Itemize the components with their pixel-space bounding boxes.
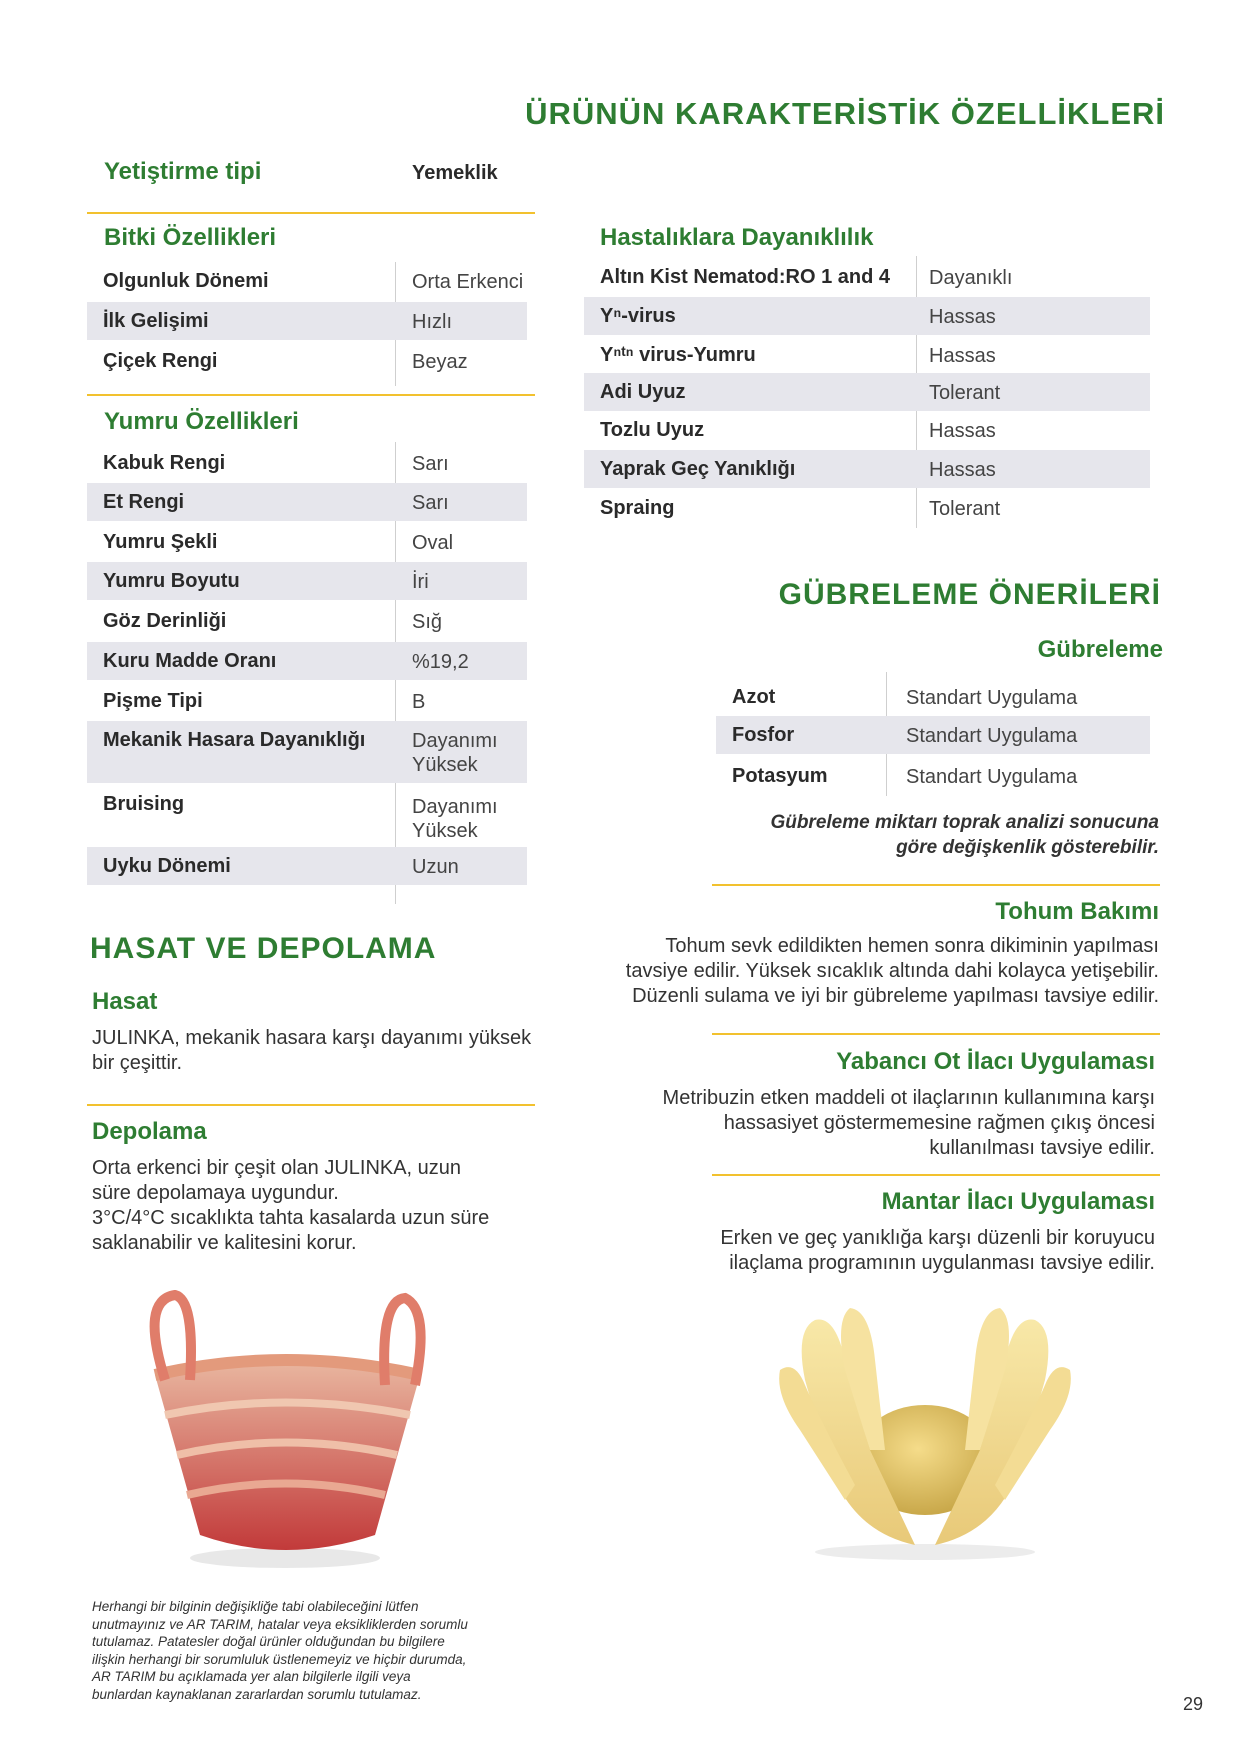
table-row: Yaprak Geç Yanıklığı Hassas [584, 450, 1150, 488]
disclaimer: Herhangi bir bilginin değişikliğe tabi olabileceğini lütfen unutmayınız ve AR TARIM, hatalar veya eksikliklerden sorumlu tutulamaz. Patatesler doğal ürünler olduğundan bu bilgilere ilişkin herhangi bir sorumluluk üstlenemeyiz ve hiçbir durumda, AR TARIM bu açıklamada yer alan bilgilerle ilgili veya bunlardan kaynaklanan zararlardan sorumlu tutulamaz. [92, 1599, 468, 1702]
tuber-section-title: Yumru Özellikleri [104, 408, 299, 435]
fertilization-subtitle: Gübreleme [1037, 636, 1163, 663]
growing-type-label: Yetiştirme tipi [104, 158, 262, 185]
table-row: Fosfor Standart Uygulama [716, 716, 1150, 754]
fungicide-text: Erken ve geç yanıklığa karşı düzenli bir koruyucu ilaçlama programının uygulanması tavsiye edilir. [720, 1227, 1155, 1274]
fertilization-note: Gübreleme miktarı toprak analizi sonucuna göre değişkenlik gösterebilir. [770, 812, 1159, 858]
disease-section-title: Hastalıklara Dayanıklılık [600, 224, 874, 251]
table-row: Göz Derinliği Sığ [103, 610, 443, 633]
characteristics-title: ÜRÜNÜN KARAKTERİSTİK ÖZELLİKLERİ [525, 96, 1165, 131]
table-row: Bruising Dayanımı Yüksek [103, 793, 498, 842]
table-row: Adi Uyuz Tolerant [584, 373, 1150, 411]
divider [87, 212, 535, 214]
table-row: Uyku Dönemi Uzun [87, 847, 527, 885]
table-row: Yumru Şekli Oval [103, 531, 454, 554]
page-number: 29 [1182, 1694, 1203, 1714]
table-row: Spraing Tolerant [600, 497, 1001, 520]
divider [712, 1174, 1160, 1176]
storage-text: Orta erkenci bir çeşit olan JULINKA, uzun süre depolamaya uygundur. 3°C/4°C sıcaklıkta tahta kasalarda uzun süre saklanabilir ve kalitesini korur. [92, 1157, 490, 1254]
divider [87, 1104, 535, 1106]
table-row: Altın Kist Nematod:RO 1 and 4 Dayanıklı [600, 266, 1013, 289]
growing-type-value: Yemeklik [412, 162, 498, 184]
potato-basket-image [135, 1290, 435, 1575]
divider [712, 1033, 1160, 1035]
plant-section-title: Bitki Özellikleri [104, 224, 277, 251]
table-row: Çiçek Rengi Beyaz [103, 350, 468, 373]
table-row: Tozlu Uyuz Hassas [600, 419, 996, 442]
harvest-text: JULINKA, mekanik hasara karşı dayanımı yüksek bir çeşittir. [92, 1027, 532, 1074]
seed-care-text: Tohum sevk edildikten hemen sonra dikiminin yapılması tavsiye edilir. Yüksek sıcaklık altında dahi kolayca yetişebilir. Düzenli sulama ve iyi bir gübreleme yapılması tavsiye edilir. [625, 935, 1159, 1007]
herbicide-text: Metribuzin etken maddeli ot ilaçlarının kullanımına karşı hassasiyet göstermemesine rağmen çıkış öncesi kullanılması tavsiye edilir. [662, 1087, 1155, 1159]
harvest-title: Hasat [92, 988, 158, 1015]
table-row: Potasyum Standart Uygulama [732, 765, 1078, 788]
table-row: Et Rengi Sarı [87, 483, 527, 521]
table-row: Azot Standart Uygulama [732, 686, 1078, 709]
fungicide-title: Mantar İlacı Uygulaması [881, 1188, 1155, 1215]
potato-hands-image [775, 1300, 1075, 1565]
herbicide-title: Yabancı Ot İlacı Uygulaması [836, 1048, 1155, 1075]
table-row: Kuru Madde Oranı %19,2 [87, 642, 527, 680]
table-row: İlk Gelişimi Hızlı [87, 302, 527, 340]
table-row: Olgunluk Dönemi Orta Erkenci [103, 270, 524, 293]
seed-care-title: Tohum Bakımı [995, 898, 1159, 925]
harvest-storage-title: HASAT VE DEPOLAMA [90, 932, 437, 965]
divider [712, 884, 1160, 886]
table-row: Yⁿᵗⁿ virus-Yumru Hassas [600, 344, 996, 367]
table-row: Kabuk Rengi Sarı [103, 452, 449, 475]
table-row: Mekanik Hasara Dayanıklığı Dayanımı Yüksek [87, 721, 527, 783]
table-row: Pişme Tipi B [103, 690, 426, 713]
storage-title: Depolama [92, 1118, 207, 1145]
table-row: Yⁿ-virus Hassas [584, 297, 1150, 335]
divider [87, 394, 535, 396]
table-row: Yumru Boyutu İri [87, 562, 527, 600]
fertilization-title: GÜBRELEME ÖNERİLERİ [778, 578, 1161, 611]
